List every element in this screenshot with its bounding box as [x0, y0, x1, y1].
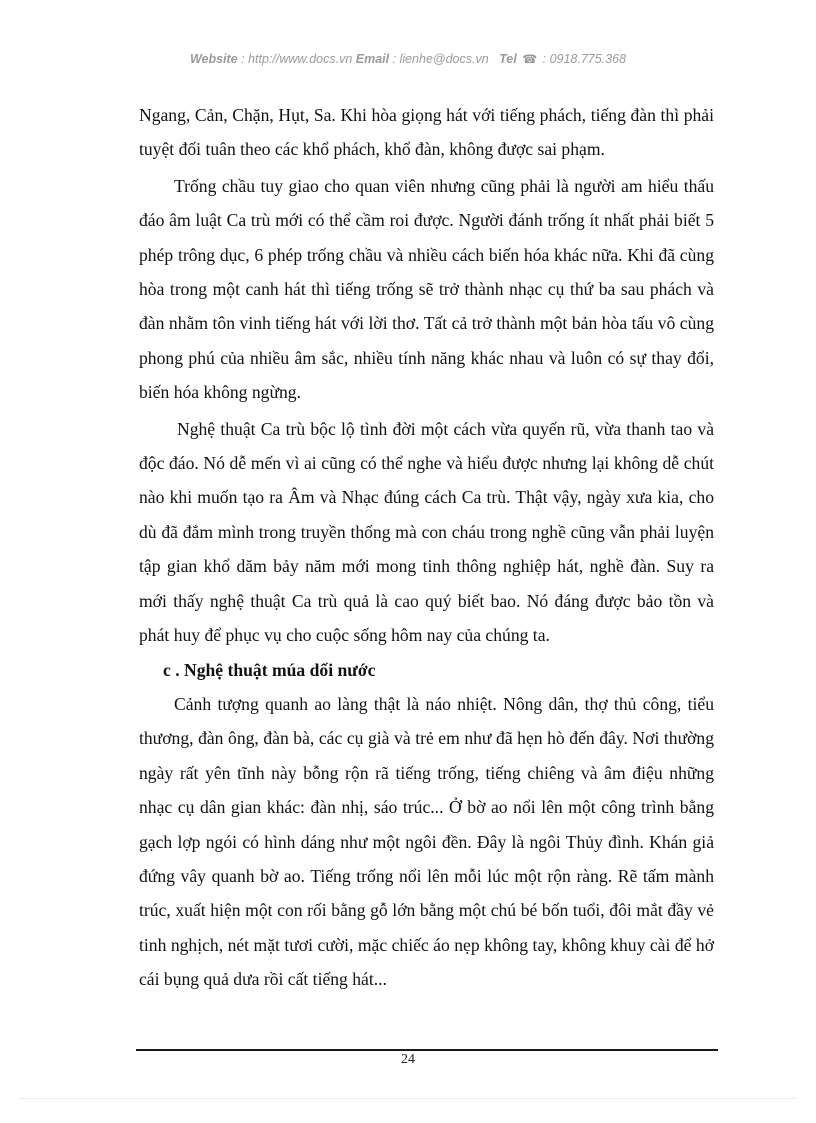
paragraph-nghe-thuat-ca-tru: Nghệ thuật Ca trù bộc lộ tình đời một cách vừa quyến rũ, vừa thanh tao và độc đáo. Nó dễ mến vì ai cũng có thể nghe và hiểu được nhưng lại không dễ chút nào khi muốn tạo ra Âm và Nhạc đúng cách Ca trù. Thật vậy, ngày xưa kia, cho dù đã đắm mình trong truyền thống mà con cháu trong nghề cũng vẫn phải luyện tập gian khổ dăm bảy năm mới mong tinh thông nghiệp hát, nghề đàn. Suy ra mới thấy nghệ thuật Ca trù quả là cao quý biết bao. Nó đáng được bảo tồn và phát huy để phục vụ cho cuộc sống hôm nay của chúng ta. [139, 418, 714, 646]
paragraph-mua-roi-nuoc: Cảnh tượng quanh ao làng thật là náo nhiệt. Nông dân, thợ thủ công, tiểu thương, đàn ông, đàn bà, các cụ già và trẻ em như đã hẹn hò đến đây. Nơi thường ngày rất yên tĩnh này bỗng rộn rã tiếng trống, tiếng chiêng và âm điệu những nhạc cụ dân gian khác: đàn nhị, sáo trúc... Ở bờ ao nổi lên một công trình bằng gạch lợp ngói có hình dáng như một ngôi đền. Đây là ngôi Thủy đình. Khán giả đứng vây quanh bờ ao. Tiếng trống nổi lên mỗi lúc một rộn ràng. Rẽ tấm mành trúc, xuất hiện một con rối bằng gỗ lớn bằng một chú bé bốn tuổi, đôi mắt đầy vẻ tinh nghịch, nét mặt tươi cười, mặc chiếc áo nẹp không tay, không khuy cài để hở cái bụng quả dưa rồi cất tiếng hát... [139, 693, 714, 990]
page-number: 24 [401, 1052, 415, 1067]
email-label: Email [355, 52, 390, 66]
footer-divider [136, 1049, 718, 1051]
website-label: Website [189, 52, 238, 66]
email-address[interactable]: lienhe@docs.vn [399, 52, 489, 66]
website-url[interactable]: http://www.docs.vn [248, 52, 353, 66]
website-separator: : [237, 52, 249, 66]
page-header [0, 52, 816, 66]
page-bottom-border [20, 1098, 796, 1099]
tel-separator: : [539, 52, 550, 66]
paragraph-trong-chau: Trống chầu tuy giao cho quan viên nhưng cũng phải là người am hiểu thấu đáo âm luật Ca trù mới có thể cầm roi được. Người đánh trống ít nhất phải biết 5 phép trông dục, 6 phép trống chầu và nhiều cách biến hóa khác nữa. Khi đã cùng hòa trong một canh hát thì tiếng trống sẽ trở thành nhạc cụ thứ ba sau phách và đàn nhằm tôn vinh tiếng hát với lời thơ. Tất cả trở thành một bản hòa tấu vô cùng phong phú của nhiều âm sắc, nhiều tính năng khác nhau và luôn có sự thay đổi, biến hóa không ngừng. [139, 175, 714, 403]
section-heading: c . Nghệ thuật múa dối nước [163, 659, 376, 680]
document-body [139, 98, 714, 997]
tel-label: Tel [499, 52, 517, 66]
tel-number: 0918.775.368 [549, 52, 627, 66]
phone-icon: ☎ [522, 52, 538, 66]
paragraph-continuation: Ngang, Cản, Chặn, Hụt, Sa. Khi hòa giọng hát với tiếng phách, tiếng đàn thì phải tuyệt đối tuân theo các khổ phách, khổ đàn, không được sai phạm. [139, 105, 714, 160]
email-separator: : [389, 52, 400, 66]
